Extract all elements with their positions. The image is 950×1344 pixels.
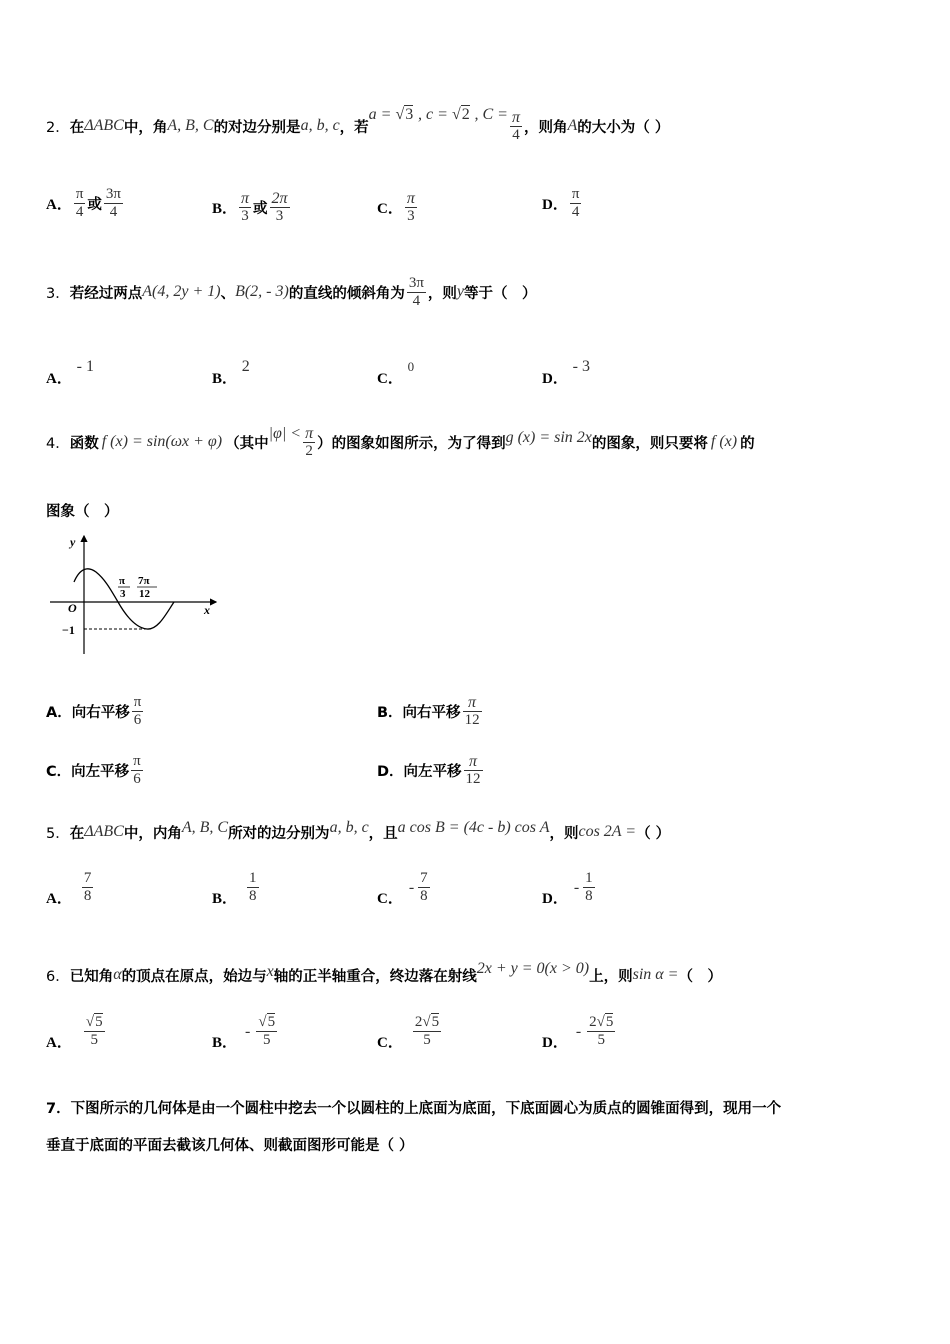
q3-option-a[interactable]: A． - 1 [46, 358, 94, 387]
q2-number: 2． [46, 119, 70, 136]
q5-option-d[interactable]: D． - $\frac{1}{8}$ [542, 870, 593, 907]
tick-pi-3-den: 3 [120, 588, 126, 600]
q6-option-c[interactable]: C． $\frac{2√5}{5}$ [377, 1014, 440, 1051]
q3-option-c[interactable]: C． 0 [377, 359, 415, 387]
tick-pi-3-num: π [119, 575, 126, 587]
q2-option-c[interactable]: C． $\frac{\pi}{3}$ [377, 190, 415, 224]
q4-sine-graph [46, 532, 226, 662]
q4-option-c[interactable]: C．向左平移 $\frac{\pi}{6}$ [46, 753, 141, 787]
q2-condition: a = √3 , c = √2 , C = [368, 105, 508, 123]
q6-option-b[interactable]: B． - $\frac{√5}{5}$ [212, 1014, 276, 1051]
q6-option-a[interactable]: A． $\frac{√5}{5}$ [46, 1014, 103, 1051]
tick-7pi-12-den: 12 [139, 588, 150, 600]
q6-option-d[interactable]: D． - $\frac{2√5}{5}$ [542, 1014, 614, 1051]
q4-option-a[interactable]: A．向右平移 $\frac{\pi}{6}$ [46, 694, 142, 728]
question-4: 4． 函数 f (x) = sin(ωx + φ) （其中 |φ| < $\frac{\pi}{2}$ ）的图象如图所示，为了得到 g (x) = sin 2x 的图象，则只要将 f (x) 的 [46, 424, 755, 459]
q2-option-d[interactable]: D． $\frac{\pi}{4}$ [542, 186, 580, 220]
q2-fraction: $\frac{\pi}{4}$ [511, 108, 520, 143]
x-axis-label: x [204, 603, 210, 617]
q4-option-d[interactable]: D．向左平移 $\frac{\pi}{12}$ [377, 753, 481, 787]
q5-option-b[interactable]: B． $\frac{1}{8}$ [212, 870, 257, 907]
q5-option-c[interactable]: C． - $\frac{7}{8}$ [377, 870, 428, 907]
origin-label: O [68, 601, 77, 615]
question-3: 3． 若经过两点 A(4, 2y + 1) 、 B(2, - 3) 的直线的倾斜角为 $\frac{3\pi}{4}$ ，则 y 等于（ ） [46, 274, 537, 309]
q4-option-b[interactable]: B．向右平移 $\frac{\pi}{12}$ [377, 694, 480, 728]
q4-line-2: 图象（ ） [46, 504, 119, 520]
question-5: 5． 在 ΔABC 中，内角 A, B, C 所对的边分别为 a, b, c ，且 a cos B = (4c - b) cos A ，则 cos 2A = （ ） [46, 819, 671, 842]
minus-one-label: −1 [62, 623, 75, 637]
q3-option-b[interactable]: B． 2 [212, 358, 250, 387]
q2-option-b[interactable]: B． $\frac{\pi}{3}$ 或 $\frac{2\pi}{3}$ [212, 190, 288, 224]
tick-7pi-12-num: 7π [138, 575, 150, 587]
question-7-line-2: 垂直于底面的平面去截该几何体、则截面图形可能是（ ） [46, 1138, 414, 1154]
question-6: 6． 已知角 α 的顶点在原点，始边与 x 轴的正半轴重合，终边落在射线 2x + y = 0(x > 0) 上，则 sin α = （ ） [46, 960, 722, 985]
q2-option-a[interactable]: A． $\frac{\pi}{4}$ 或 $\frac{3\pi}{4}$ [46, 186, 121, 220]
y-axis-label: y [70, 535, 76, 549]
q5-option-a[interactable]: A． $\frac{7}{8}$ [46, 870, 92, 907]
q3-option-d[interactable]: D． - 3 [542, 358, 590, 387]
question-2: 2． 在 ΔABC 中，角 A, B, C 的对边分别是 a, b, c ，若 a = √3 , c = √2 , C = $\frac{\pi}{4}$ ，则角 A 的大小为（ ） [46, 105, 670, 143]
question-7-line-1: 7．下图所示的几何体是由一个圆柱中挖去一个以圆柱的上底面为底面，下底面圆心为质点的圆锥面得到，现用一个 [46, 1101, 782, 1117]
